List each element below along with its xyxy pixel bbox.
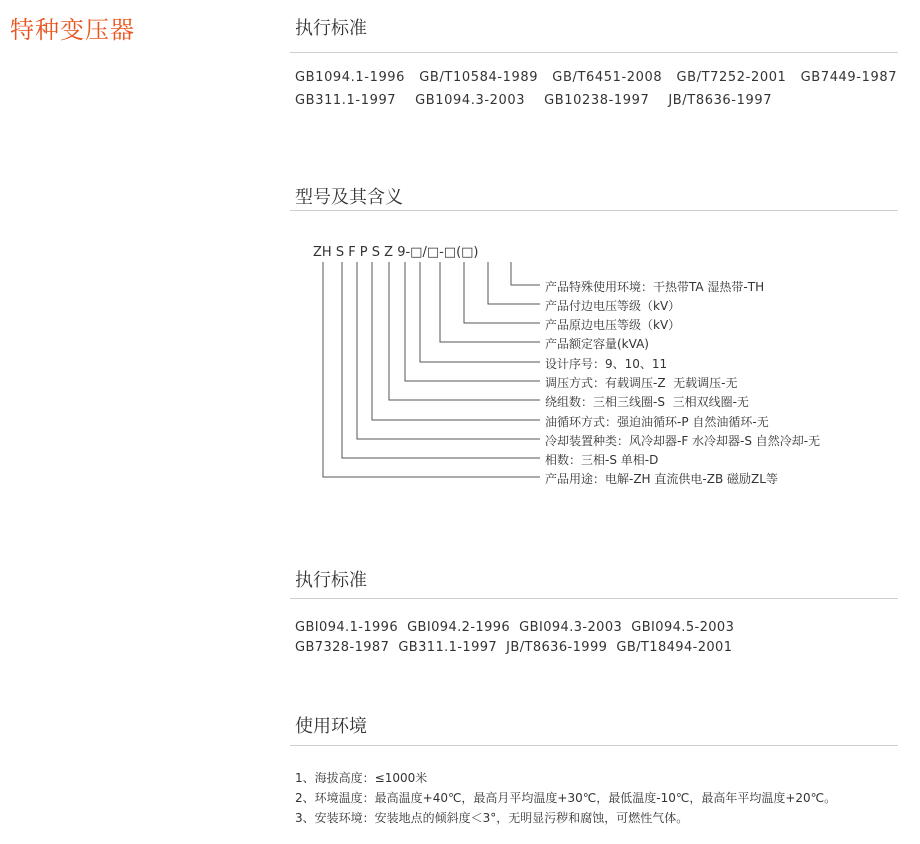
section-title-standards-2: 执行标准	[295, 570, 367, 591]
model-desc-item: 产品原边电压等级（kV）	[545, 318, 681, 332]
model-desc-item: 冷却装置种类：风冷却器-F 水冷却器-S 自然冷却-无	[545, 434, 821, 448]
model-code: ZH S F P S Z 9-□/□-□(□)	[313, 245, 479, 260]
leader-line	[357, 262, 540, 439]
model-desc-item: 产品额定容量(kVA)	[545, 337, 649, 351]
standards-line: GB7328-1987 GB311.1-1997 JB/T8636-1999 GB/T18494-2001	[295, 640, 733, 655]
model-desc-item: 产品付边电压等级（kV）	[545, 299, 681, 313]
leader-line	[464, 262, 540, 323]
environment-item: 1、海拔高度：≤1000米	[295, 771, 428, 785]
leader-line	[488, 262, 540, 304]
leader-line	[440, 262, 540, 342]
standards-line: GB1094.1-1996 GB/T10584-1989 GB/T6451-2008 GB/T7252-2001 GB7449-1987	[295, 70, 898, 85]
model-desc-item: 产品特殊使用环境：干热带TA 湿热带-TH	[545, 280, 765, 294]
section-title-model: 型号及其含义	[295, 187, 403, 208]
model-desc-item: 相数：三相-S 单相-D	[545, 453, 659, 467]
standards-line: GB311.1-1997 GB1094.3-2003 GB10238-1997 JB/T8636-1997	[295, 93, 773, 108]
leader-line	[405, 262, 540, 381]
section-title-environment: 使用环境	[295, 716, 367, 737]
model-desc-item: 绕组数：三相三线圈-S 三相双线圈-无	[545, 395, 749, 409]
section-divider	[290, 745, 898, 746]
leader-line	[323, 262, 540, 477]
leader-line	[511, 262, 540, 285]
environment-item: 3、安装环境：安装地点的倾斜度＜3°，无明显污秽和腐蚀，可燃性气体。	[295, 811, 689, 825]
page-title: 特种变压器	[10, 16, 135, 44]
standards-line: GBI094.1-1996 GBI094.2-1996 GBI094.3-2003 GBI094.5-2003	[295, 620, 735, 635]
section-divider	[290, 598, 898, 599]
model-desc-item: 油循环方式：强迫油循环-P 自然油循环-无	[545, 415, 769, 429]
leader-line	[372, 262, 540, 420]
model-desc-item: 设计序号：9、10、11	[545, 357, 668, 371]
model-desc-item: 产品用途：电解-ZH 直流供电-ZB 磁励ZL等	[545, 472, 778, 486]
section-title-standards: 执行标准	[295, 18, 367, 39]
environment-item: 2、环境温度：最高温度+40℃，最高月平均温度+30℃，最低温度-10℃，最高年平均温度+20℃。	[295, 791, 837, 805]
leader-line	[420, 262, 540, 362]
model-desc-item: 调压方式：有载调压-Z 无载调压-无	[545, 376, 738, 390]
